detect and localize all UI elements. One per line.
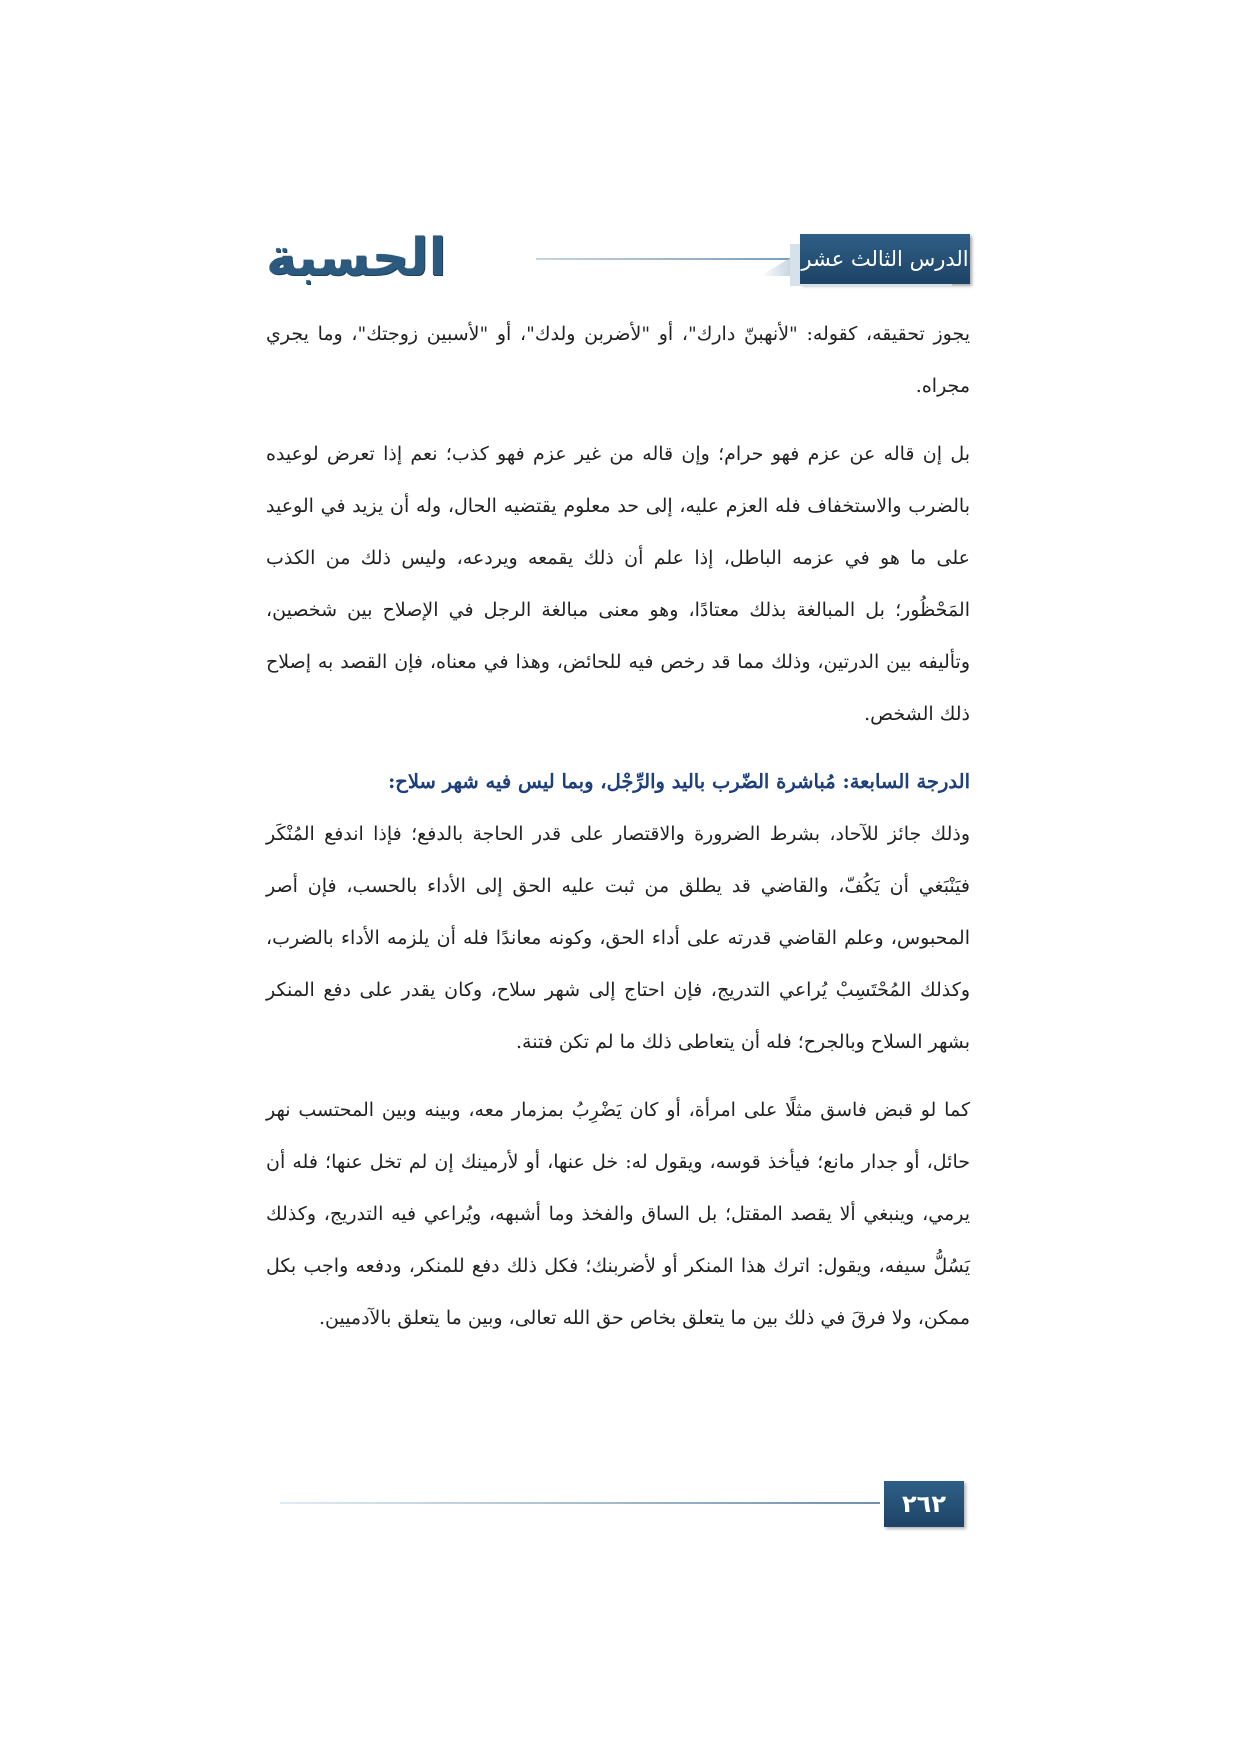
- page-body: [266, 308, 970, 1360]
- paragraph-2: بل إن قاله عن عزم فهو حرام؛ وإن قاله من غير عزم فهو كذب؛ نعم إذا تعرض لوعيده بالضرب والاستخفاف فله العزم عليه، إلى حد معلوم يقتضيه الحال، وله أن يزيد في الوعيد على ما هو في عزمه الباطل، إذا علم أن ذلك يقمعه ويردعه، وليس ذلك من الكذب المَحْظُور؛ بل المبالغة بذلك معتادًا، وهو معنى مبالغة الرجل في الإصلاح بين شخصين، وتأليفه بين الدرتين، وذلك مما قد رخص فيه للحائض، وهذا في معناه، فإن القصد به إصلاح ذلك الشخص.: [266, 443, 970, 725]
- paragraph-1: يجوز تحقيقه، كقوله: "لأنهبنّ دارك"، أو "لأضربن ولدك"، أو "لأسبين زوجتك"، وما يجري مجراه.: [266, 323, 970, 397]
- page-number: ٢٦٢: [884, 1481, 964, 1527]
- header-divider: [536, 258, 796, 260]
- book-title: الحسبة: [266, 228, 447, 288]
- footer-divider: [280, 1502, 880, 1504]
- page-header: [266, 228, 970, 288]
- paragraph-4: كما لو قبض فاسق مثلًا على امرأة، أو كان يَضْرِبُ بمزمار معه، وبينه وبين المحتسب نهر حائل، أو جدار مانع؛ فيأخذ قوسه، ويقول له: خل عنها، أو لأرمينك إن لم تخل عنها؛ فله أن يرمي، وينبغي ألا يقصد المقتل؛ بل الساق والفخذ وما أشبهه، ويُراعي فيه التدريج، وكذلك يَسُلُّ سيفه، ويقول: اترك هذا المنكر أو لأضربنك؛ فكل ذلك دفع للمنكر، ودفعه واجب بكل ممكن، ولا فرقَ في ذلك بين ما يتعلق بخاص حق الله تعالى، وبين ما يتعلق بالآدميين.: [266, 1099, 970, 1329]
- section-heading: الدرجة السابعة: مُباشرة الضّرب باليد والرِّجْل، وبما ليس فيه شهر سلاح:: [388, 770, 970, 793]
- paragraph-3: وذلك جائز للآحاد، بشرط الضرورة والاقتصار على قدر الحاجة بالدفع؛ فإذا اندفع المُنْكَر فيَنْبَغي أن يَكُفّ، والقاضي قد يطلق من ثبت عليه الحق إلى الأداء بالحسب، فإن أصر المحبوس، وعلم القاضي قدرته على أداء الحق، وكونه معاندًا فله أن يلزمه الأداء بالضرب، وكذلك المُحْتَسِبْ يُراعي التدريج، فإن احتاج إلى شهر سلاح، وكان يقدر على دفع المنكر بشهر السلاح وبالجرح؛ فله أن يتعاطى ذلك ما لم تكن فتنة.: [266, 823, 970, 1053]
- lesson-label: الدرس الثالث عشر: [800, 234, 970, 284]
- lesson-label-shadow: [760, 252, 800, 276]
